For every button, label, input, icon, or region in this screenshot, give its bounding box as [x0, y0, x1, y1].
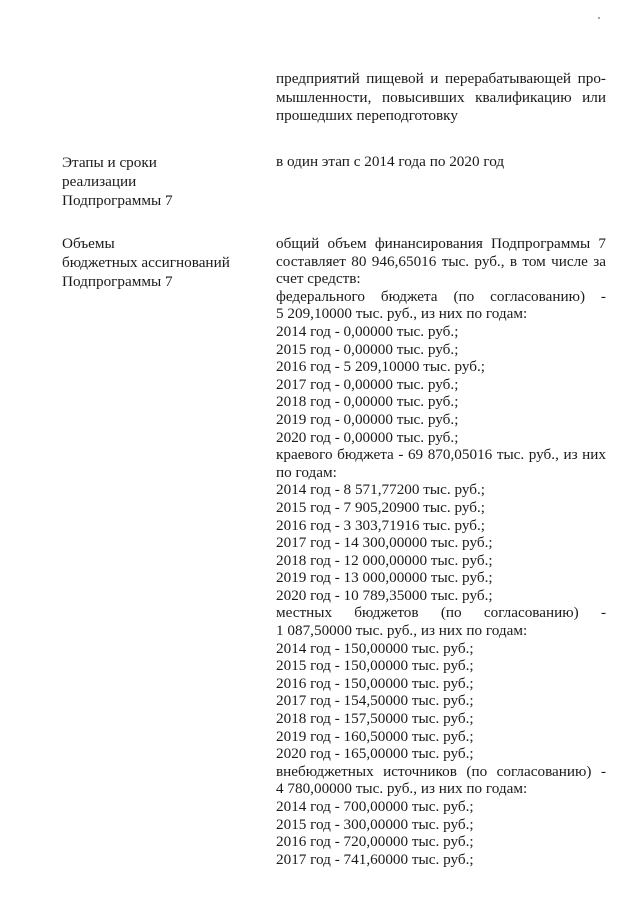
budget-line: 2017 год - 14 300,00000 тыс. руб.; [276, 534, 493, 552]
intro-line: прошедших переподготовку [276, 107, 458, 124]
budget-line: 2014 год - 0,00000 тыс. руб.; [276, 322, 459, 340]
budget-line: 2014 год - 700,00000 тыс. руб.; [276, 798, 474, 815]
intro-line: мышленности, повысивших квалификацию или [276, 88, 606, 106]
stages-label [62, 153, 262, 210]
budget-label-line: бюджетных ассигнований [62, 254, 230, 271]
budget-line: 2016 год - 150,00000 тыс. руб.; [276, 674, 474, 692]
budget-line: 2014 год - 8 571,77200 тыс. руб.; [276, 481, 485, 499]
budget-line: краевого бюджета - 69 870,05016 тыс. руб., из них [276, 446, 606, 464]
budget-line: 2017 год - 741,60000 тыс. руб.; [276, 850, 474, 868]
budget-line: 2015 год - 300,00000 тыс. руб.; [276, 815, 474, 833]
budget-line: 2018 год - 0,00000 тыс. руб.; [276, 393, 459, 411]
stages-label-line: Этапы и сроки [62, 154, 157, 171]
budget-line: федерального бюджета (по согласованию) - [276, 287, 606, 305]
budget-line: 2020 год - 10 789,35000 тыс. руб.; [276, 586, 493, 604]
budget-line: 2020 год - 165,00000 тыс. руб.; [276, 745, 474, 763]
intro-line: предприятий пищевой и перерабатывающей про- [276, 70, 606, 87]
budget-details [276, 235, 606, 868]
budget-label-line: Подпрограммы 7 [62, 273, 173, 290]
budget-line: по годам: [276, 463, 337, 481]
budget-line: 2016 год - 5 209,10000 тыс. руб.; [276, 358, 485, 376]
stages-value: в один этап с 2014 года по 2020 год [276, 153, 505, 170]
scan-speck [598, 17, 600, 19]
intro-continuation [276, 70, 606, 126]
budget-line: счет средств: [276, 270, 361, 288]
budget-line: 4 780,00000 тыс. руб., из них по годам: [276, 780, 528, 798]
budget-line: 2015 год - 7 905,20900 тыс. руб.; [276, 498, 485, 516]
budget-line: 2015 год - 150,00000 тыс. руб.; [276, 657, 474, 675]
budget-line: 2017 год - 0,00000 тыс. руб.; [276, 375, 459, 393]
budget-line: 2019 год - 0,00000 тыс. руб.; [276, 410, 459, 428]
stages-label-line: Подпрограммы 7 [62, 192, 173, 209]
budget-line: 1 087,50000 тыс. руб., из них по годам: [276, 622, 528, 640]
stages-label-line: реализации [62, 173, 137, 190]
budget-line: 2020 год - 0,00000 тыс. руб.; [276, 428, 459, 446]
budget-line: 2019 год - 13 000,00000 тыс. руб.; [276, 569, 493, 587]
budget-label [62, 234, 262, 291]
budget-line: 2018 год - 157,50000 тыс. руб.; [276, 710, 474, 728]
budget-line: 5 209,10000 тыс. руб., из них по годам: [276, 305, 528, 323]
budget-line: составляет 80 946,65016 тыс. руб., в том числе за [276, 252, 606, 270]
budget-line: 2016 год - 3 303,71916 тыс. руб.; [276, 516, 485, 534]
budget-line: общий объем финансирования Подпрограммы 7 [276, 235, 606, 252]
budget-line: местных бюджетов (по согласованию) - [276, 604, 606, 622]
budget-label-line: Объемы [62, 235, 115, 252]
budget-line: 2017 год - 154,50000 тыс. руб.; [276, 692, 474, 710]
budget-line: 2014 год - 150,00000 тыс. руб.; [276, 639, 474, 657]
budget-line: 2019 год - 160,50000 тыс. руб.; [276, 727, 474, 745]
budget-line: 2016 год - 720,00000 тыс. руб.; [276, 833, 474, 851]
budget-line: внебюджетных источников (по согласованию) - [276, 762, 606, 780]
budget-line: 2018 год - 12 000,00000 тыс. руб.; [276, 551, 493, 569]
budget-line: 2015 год - 0,00000 тыс. руб.; [276, 340, 459, 358]
